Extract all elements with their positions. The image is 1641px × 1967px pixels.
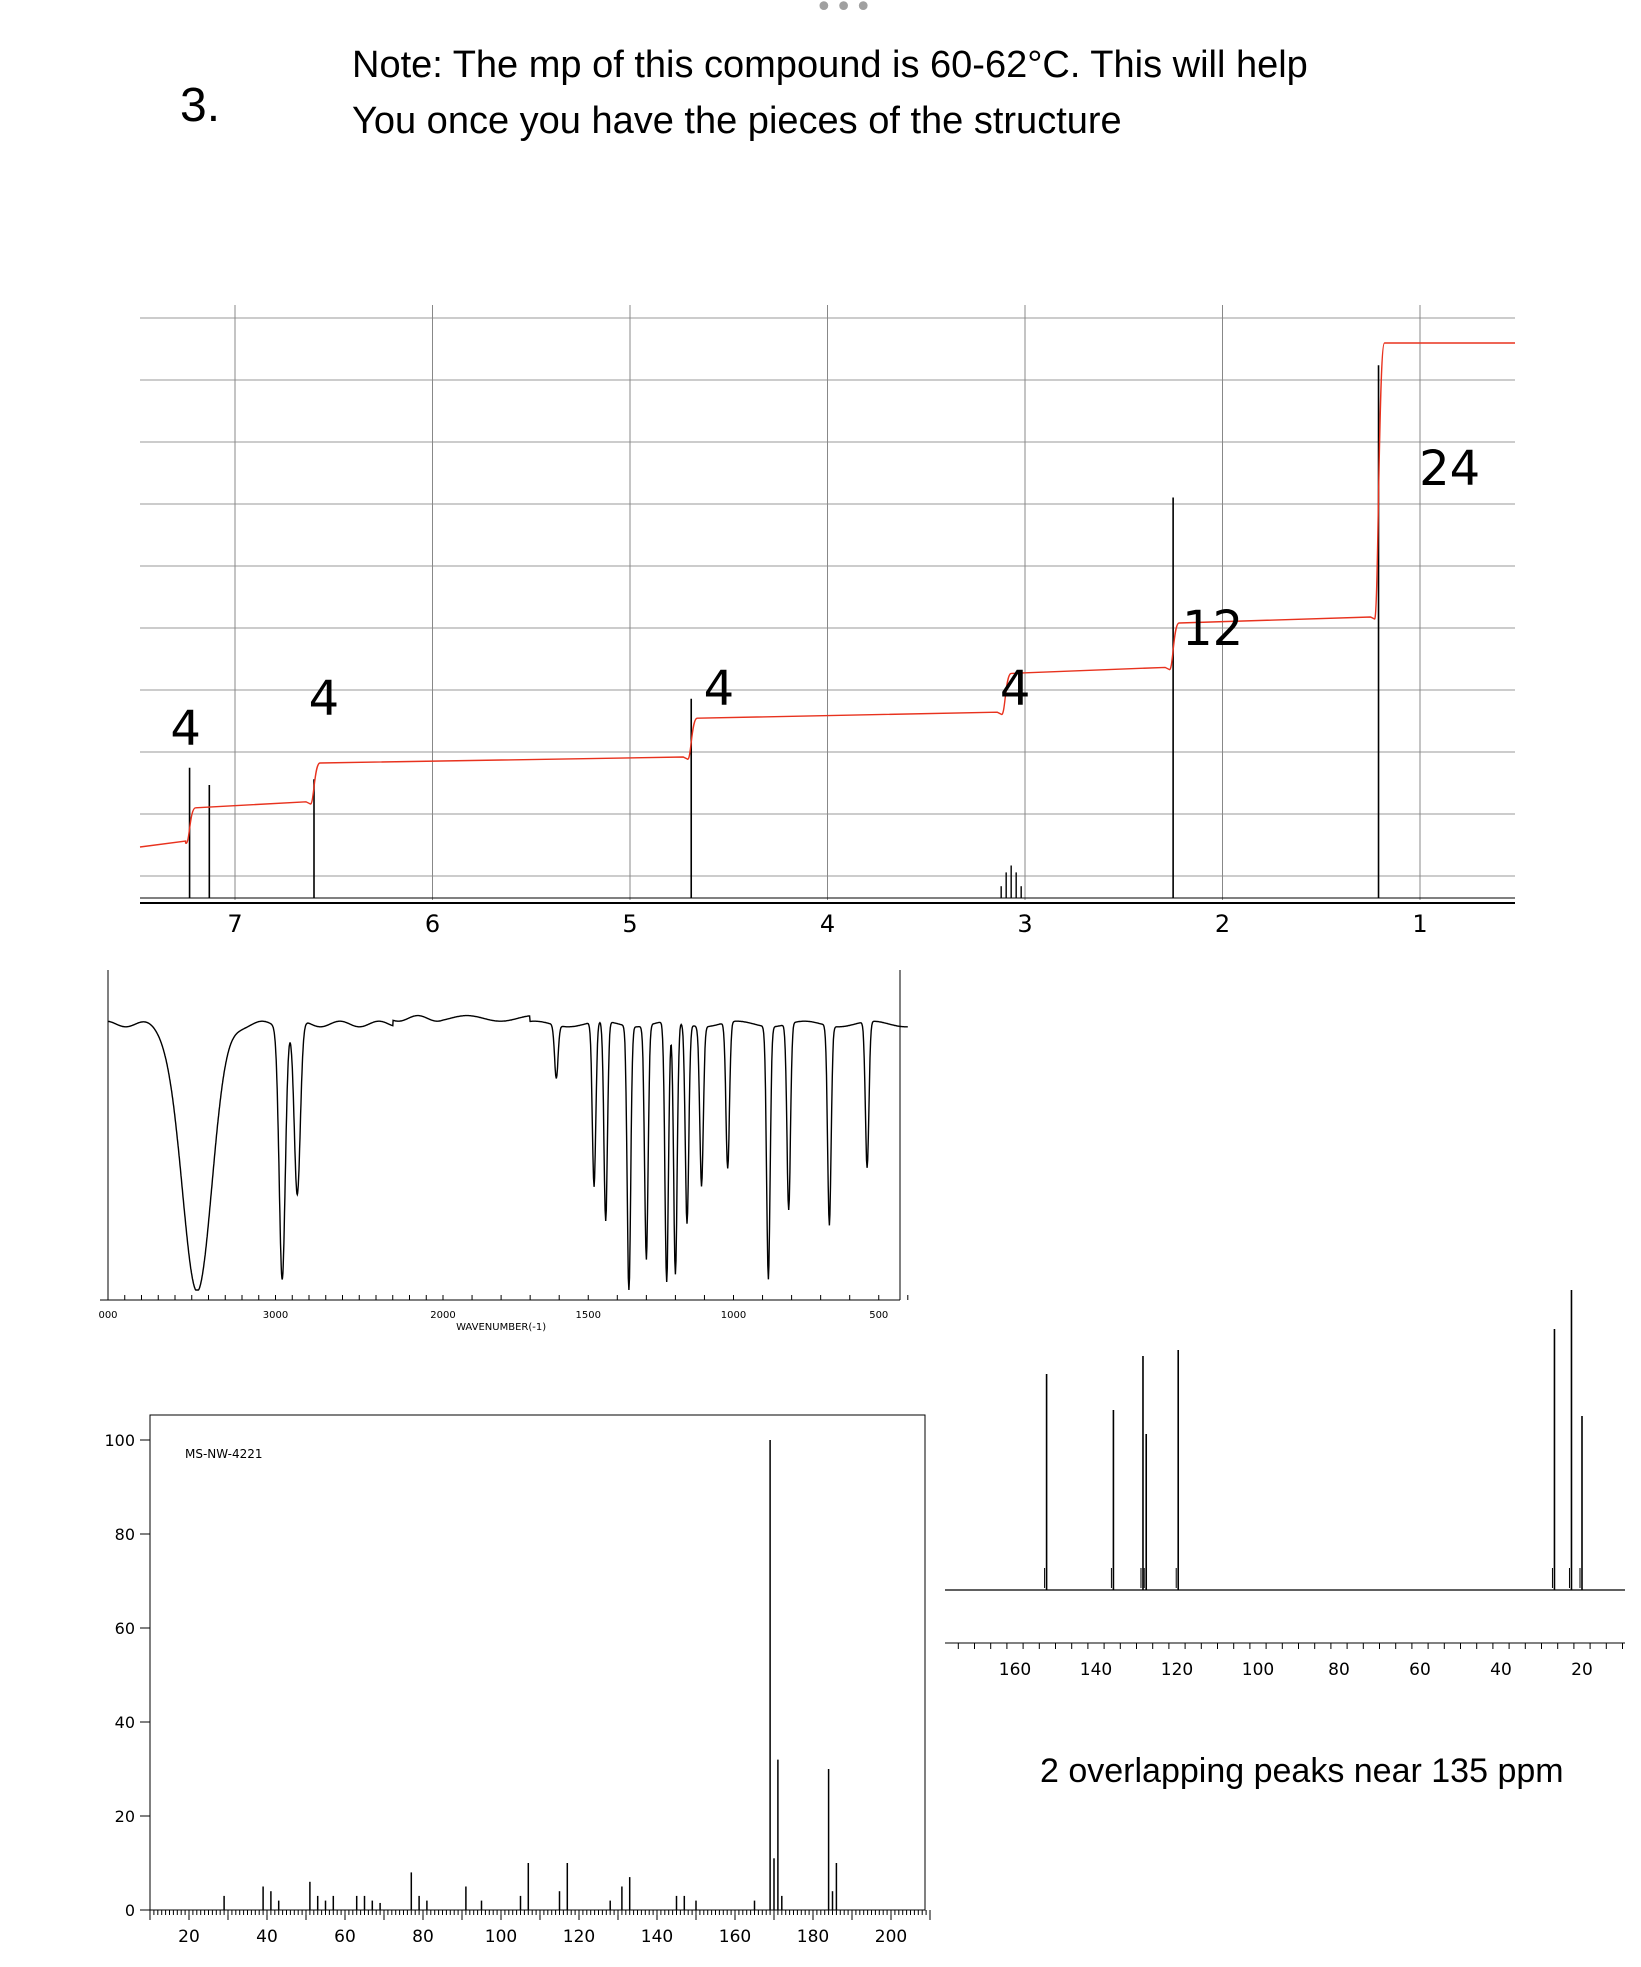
ms-frame <box>150 1415 925 1910</box>
ir-tick-label: 000 <box>98 1310 118 1321</box>
h1-nmr-spectrum <box>0 0 1641 980</box>
ir-x-axis-label: WAVENUMBER(-1) <box>456 1322 547 1333</box>
ms-spectrum-title: MS-NW-4221 <box>185 1447 263 1461</box>
h1-tick-label: 5 <box>622 910 638 938</box>
ir-tick-label: 2000 <box>430 1310 456 1321</box>
ir-tick-label: 1000 <box>720 1310 747 1321</box>
ms-y-tick-label: 20 <box>114 1807 135 1826</box>
ms-y-tick-label: 40 <box>114 1713 135 1732</box>
h1-integral-label: 4 <box>999 661 1031 717</box>
c13-tick-label: 160 <box>998 1660 1032 1680</box>
h1-tick-label: 6 <box>424 910 441 938</box>
h1-integral-label: 4 <box>703 661 735 717</box>
ms-x-tick-label: 40 <box>256 1927 278 1947</box>
h1-tick-label: 4 <box>819 910 836 938</box>
h1-integral-label: 4 <box>308 671 340 727</box>
mp-note-line-1: Note: The mp of this compound is 60-62°C. This will help <box>352 44 1308 86</box>
c13-tick-label: 20 <box>1571 1660 1593 1680</box>
mp-note-line-2: You once you have the pieces of the structure <box>352 100 1122 142</box>
h1-tick-label: 7 <box>227 910 243 938</box>
h1-tick-label: 1 <box>1412 910 1428 938</box>
ms-x-tick-label: 140 <box>640 1927 674 1947</box>
h1-integral-label: 4 <box>170 701 201 757</box>
ms-x-tick-label: 100 <box>484 1927 518 1947</box>
ms-x-tick-label: 80 <box>412 1927 434 1947</box>
ms-y-tick-label: 0 <box>124 1901 135 1920</box>
ir-spectrum <box>0 930 940 1380</box>
ir-tick-label: 500 <box>869 1310 889 1321</box>
ms-x-tick-label: 60 <box>334 1927 356 1947</box>
ms-x-tick-label: 120 <box>562 1927 596 1947</box>
ms-y-tick-label: 60 <box>114 1619 135 1638</box>
c13-tick-label: 80 <box>1328 1660 1350 1680</box>
c13-tick-label: 140 <box>1079 1660 1113 1680</box>
c13-tick-label: 100 <box>1241 1660 1275 1680</box>
h1-integral-label: 12 <box>1182 601 1244 657</box>
ir-tick-label: 1500 <box>575 1310 601 1321</box>
c13-overlap-annotation: 2 overlapping peaks near 135 ppm <box>1040 1752 1564 1790</box>
ms-x-tick-label: 20 <box>178 1927 200 1947</box>
ir-tick-label: 3000 <box>262 1310 289 1321</box>
ms-y-tick-label: 80 <box>114 1525 135 1544</box>
c13-tick-label: 40 <box>1490 1660 1512 1680</box>
ir-spectrum-trace <box>108 1016 908 1290</box>
problem-number: 3. <box>180 79 221 132</box>
h1-integral-label: 24 <box>1419 441 1481 497</box>
mass-spectrum <box>0 1400 960 1967</box>
ms-x-tick-label: 160 <box>718 1927 752 1947</box>
ms-x-tick-label: 200 <box>874 1927 908 1947</box>
c13-nmr-spectrum <box>940 1130 1641 1730</box>
h1-tick-label: 3 <box>1017 910 1033 938</box>
c13-tick-label: 60 <box>1409 1660 1431 1680</box>
h1-tick-label: 2 <box>1214 910 1231 938</box>
ms-y-tick-label: 100 <box>104 1431 135 1450</box>
c13-tick-label: 120 <box>1160 1660 1194 1680</box>
ms-x-tick-label: 180 <box>796 1927 830 1947</box>
more-options-icon[interactable]: ••• <box>815 0 875 25</box>
